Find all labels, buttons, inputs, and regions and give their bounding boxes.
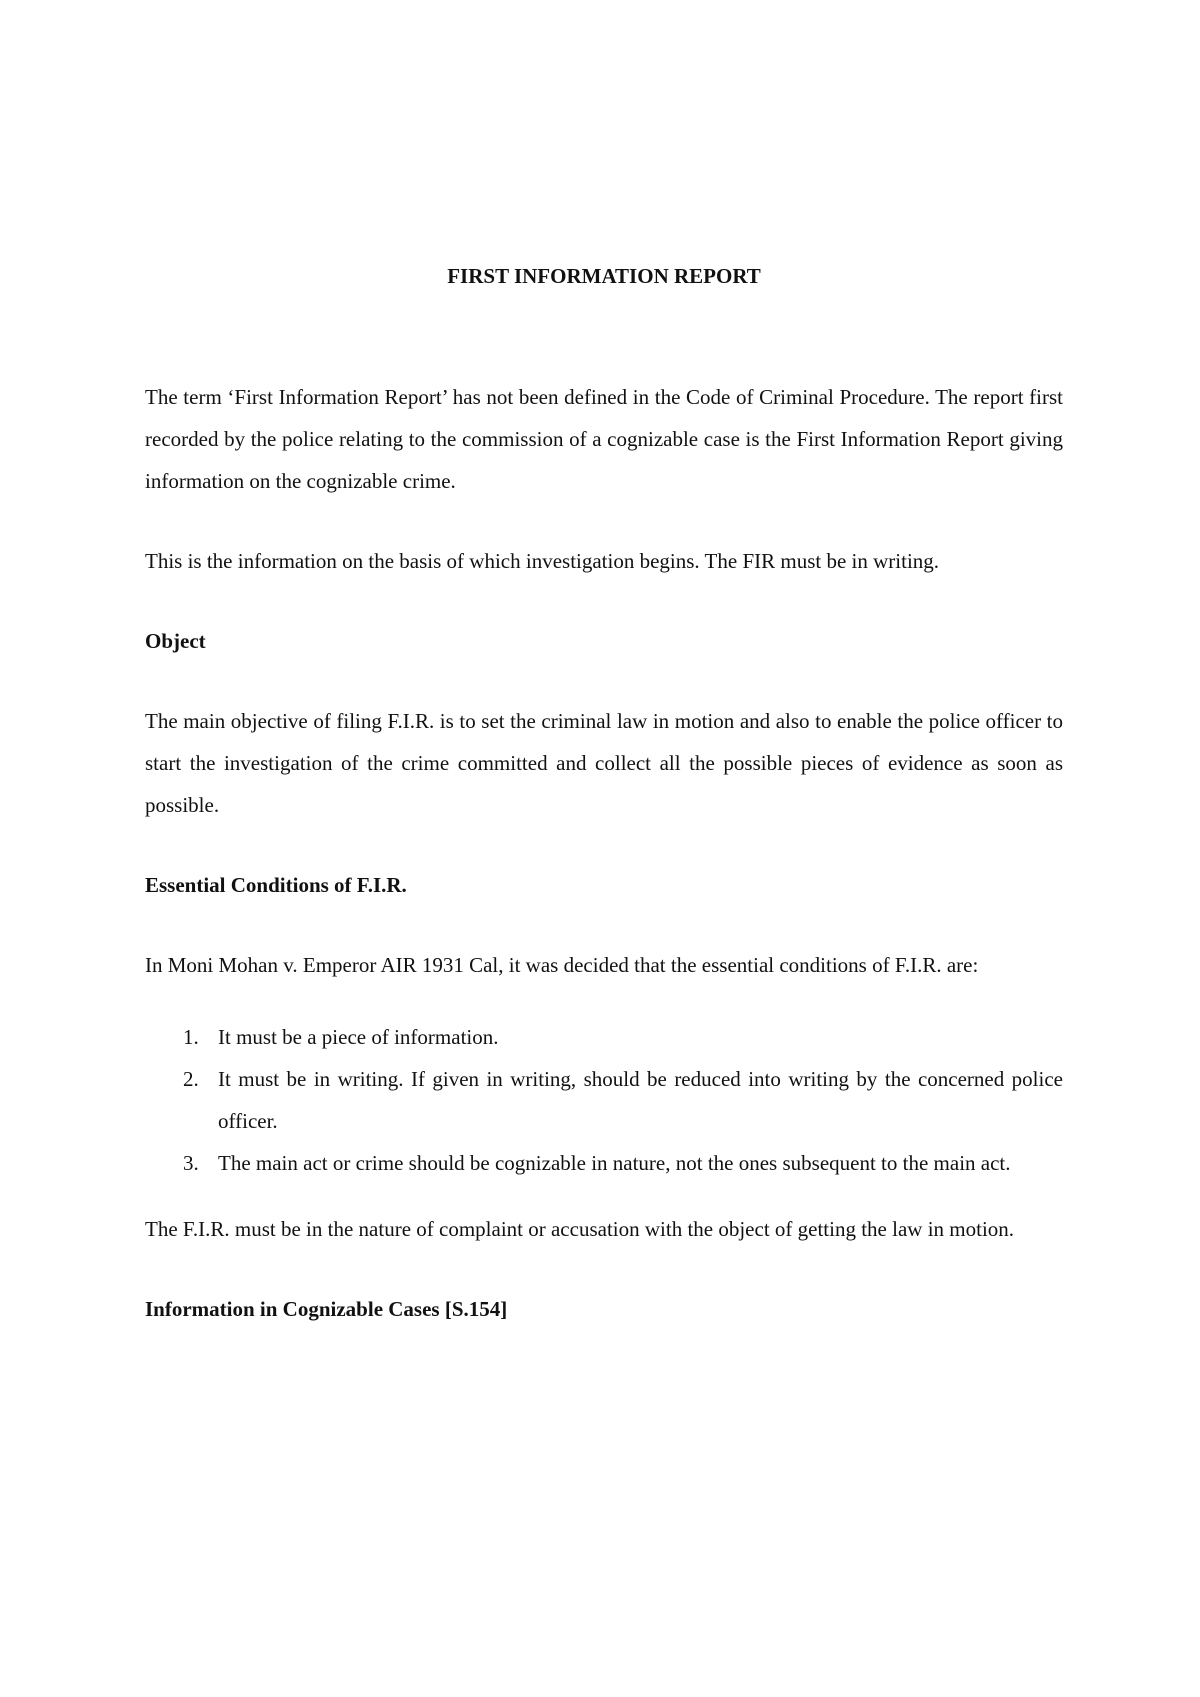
list-item-text: It must be a piece of information. [218, 1025, 499, 1049]
list-item-number: 2. [183, 1067, 199, 1091]
list-item-text: The main act or crime should be cognizable in nature, not the ones subsequent to the main act. [218, 1151, 1011, 1175]
section-heading-object: Object [145, 629, 206, 653]
document-body [145, 262, 1063, 1368]
list-item [145, 1058, 1063, 1142]
object-paragraph: The main objective of filing F.I.R. is to set the criminal law in motion and also to enable the police officer to start the investigation of the crime committed and collect all the possible pieces of evidence as soon as possible. [145, 709, 1063, 817]
list-item-text: It must be in writing. If given in writing, should be reduced into writing by the concerned police officer. [218, 1067, 1063, 1133]
section-heading-conditions: Essential Conditions of F.I.R. [145, 873, 407, 897]
list-item [145, 1016, 1063, 1058]
section-heading-cognizable: Information in Cognizable Cases [S.154] [145, 1297, 508, 1321]
list-item [145, 1142, 1063, 1184]
conditions-list [145, 1016, 1063, 1184]
conditions-closing-paragraph: The F.I.R. must be in the nature of complaint or accusation with the object of getting the law in motion. [145, 1217, 1015, 1241]
list-item-number: 1. [183, 1025, 199, 1049]
list-item-number: 3. [183, 1151, 199, 1175]
conditions-intro-paragraph: In Moni Mohan v. Emperor AIR 1931 Cal, it was decided that the essential conditions of F.I.R. are: [145, 953, 979, 977]
intro-paragraph-1: The term ‘First Information Report’ has not been defined in the Code of Criminal Procedure. The report first recorded by the police relating to the commission of a cognizable case is the First Information Report giving information on the cognizable crime. [145, 385, 1063, 493]
document-title: FIRST INFORMATION REPORT [447, 264, 761, 288]
intro-paragraph-2: This is the information on the basis of which investigation begins. The FIR must be in writing. [145, 549, 940, 573]
